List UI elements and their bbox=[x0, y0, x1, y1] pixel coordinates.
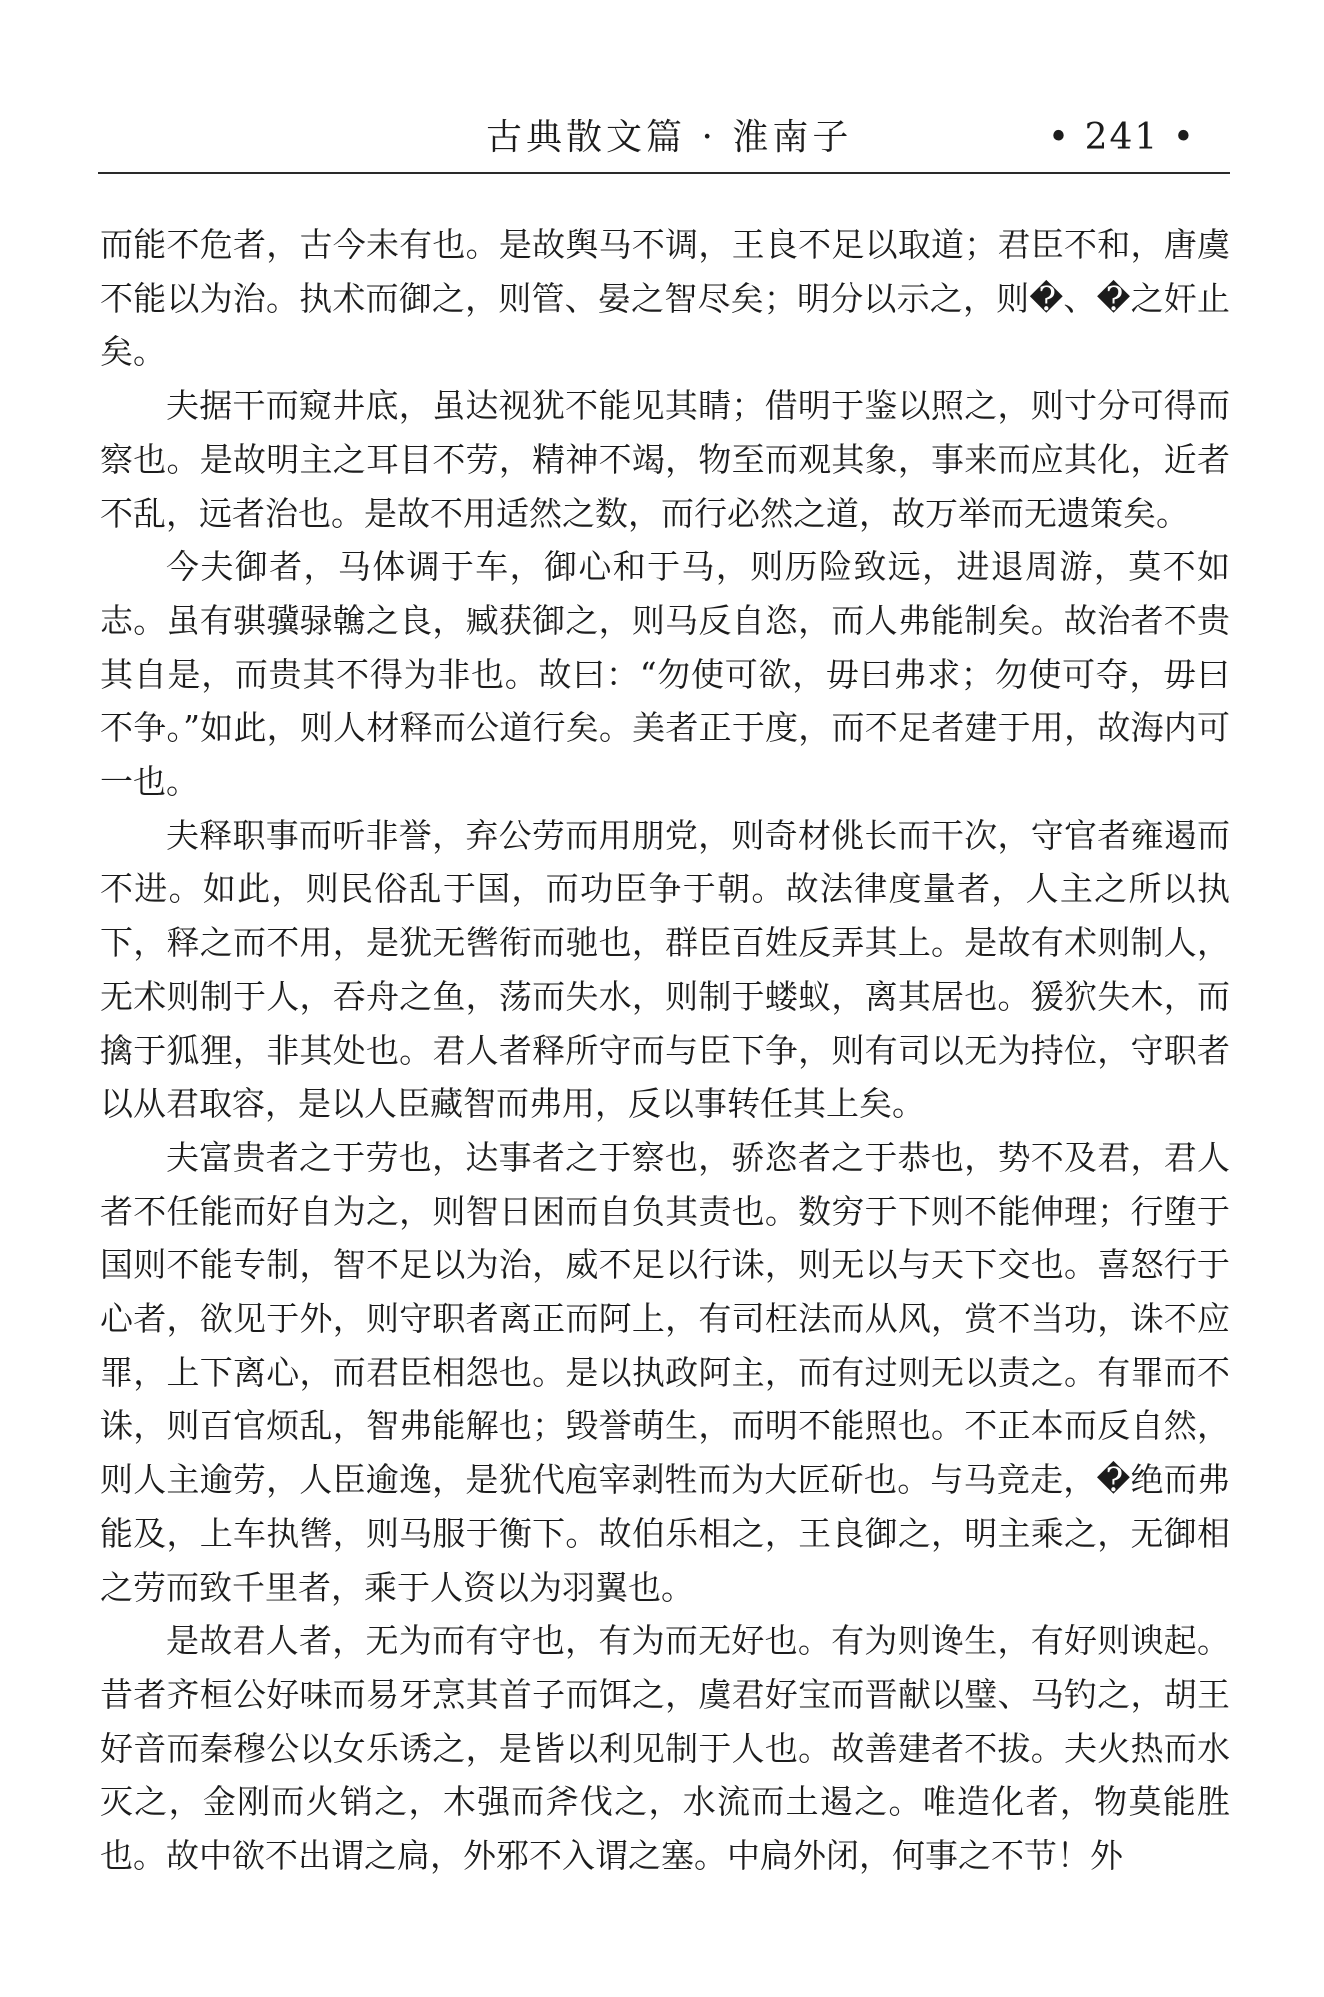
body-text bbox=[100, 218, 1230, 1883]
header-rule bbox=[98, 172, 1230, 174]
page-header bbox=[98, 108, 1230, 168]
paragraph-1: 而能不危者，古今未有也。是故舆马不调，王良不足以取道；君臣不和，唐虞不能以为治。执术而御之，则管、晏之智尽矣；明分以示之，则�、�之奸止矣。 bbox=[100, 225, 1230, 372]
running-head-title: 古典散文篇 · 淮南子 bbox=[486, 117, 853, 158]
paragraph-4: 夫释职事而听非誉，弃公劳而用朋党，则奇材佻长而干次，守官者雍遏而不进。如此，则民俗乱于国，而功臣争于朝。故法律度量者，人主之所以执下，释之而不用，是犹无辔衔而驰也，群臣百姓反弄其上。是故有术则制人，无术则制于人，吞舟之鱼，荡而失水，则制于蝼蚁，离其居也。猨狖失木，而擒于狐狸，非其处也。君人者释所守而与臣下争，则有司以无为持位，守职者以从君取容，是以人臣藏智而弗用，反以事转任其上矣。 bbox=[100, 815, 1230, 1124]
page-number: • 241 • bbox=[1047, 117, 1196, 158]
paragraph-2: 夫据干而窥井底，虽达视犹不能见其睛；借明于鉴以照之，则寸分可得而察也。是故明主之耳目不劳，精神不竭，物至而观其象，事来而应其化，近者不乱，远者治也。是故不用适然之数，而行必然之道，故万举而无遗策矣。 bbox=[100, 386, 1230, 533]
paragraph-3: 今夫御者，马体调于车，御心和于马，则历险致远，进退周游，莫不如志。虽有骐骥𫘧䮧之良，臧获御之，则马反自恣，而人弗能制矣。故治者不贵其自是，而贵其不得为非也。故曰：“勿使可欲，毋曰弗求；勿使可夺，毋曰不争。”如此，则人材释而公道行矣。美者正于度，而不足者建于用，故海内可一也。 bbox=[100, 547, 1230, 802]
paragraph-6: 是故君人者，无为而有守也，有为而无好也。有为则谗生，有好则谀起。昔者齐桓公好味而易牙烹其首子而饵之，虞君好宝而晋献以璧、马钓之，胡王好音而秦穆公以女乐诱之，是皆以利见制于人也。故善建者不拔。夫火热而水灭之，金刚而火销之，木强而斧伐之，水流而土遏之。唯造化者，物莫能胜也。故中欲不出谓之扃，外邪不入谓之塞。中扃外闭，何事之不节！外 bbox=[100, 1621, 1230, 1876]
paragraph-5: 夫富贵者之于劳也，达事者之于察也，骄恣者之于恭也，势不及君，君人者不任能而好自为之，则智日困而自负其责也。数穷于下则不能伸理；行堕于国则不能专制，智不足以为治，威不足以行诛，则无以与天下交也。喜怒行于心者，欲见于外，则守职者离正而阿上，有司枉法而从风，赏不当功，诛不应罪，上下离心，而君臣相怨也。是以执政阿主，而有过则无以责之。有罪而不诛，则百官烦乱，智弗能解也；毁誉萌生，而明不能照也。不正本而反自然，则人主逾劳，人臣逾逸，是犹代庖宰剥牲而为大匠斫也。与马竞走，�绝而弗能及，上车执辔，则马服于衡下。故伯乐相之，王良御之，明主乘之，无御相之劳而致千里者，乘于人资以为羽翼也。 bbox=[100, 1137, 1230, 1607]
